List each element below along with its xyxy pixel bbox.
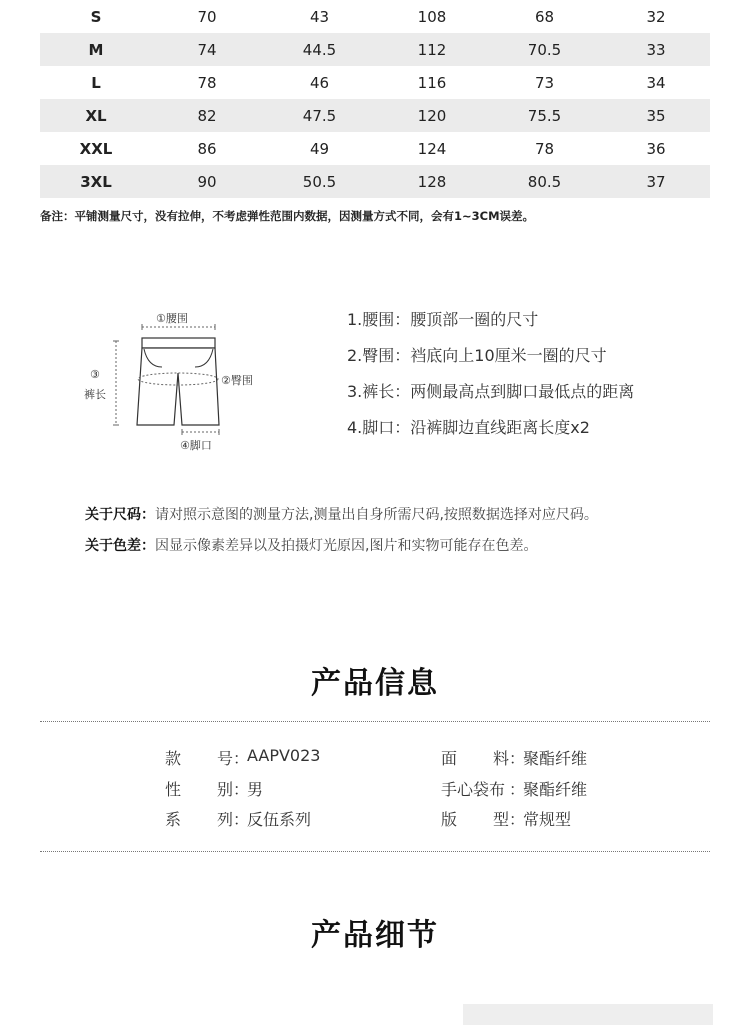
measurement-item: 2.臀围：裆底向上10厘米一圈的尺寸: [347, 346, 607, 365]
size-cell: 108: [417, 7, 447, 26]
divider: [40, 721, 710, 722]
detail-image-placeholder: [463, 1004, 713, 1025]
info-label-char: 型: [492, 810, 509, 829]
size-note-text: 请对照示意图的测量方法,测量出自身所需尺码,按照数据选择对应尺码。: [155, 507, 598, 523]
info-label-char: 别: [216, 780, 233, 799]
measurement-item: 3.裤长：两侧最高点到脚口最低点的距离: [347, 382, 635, 401]
size-cell: 44.5: [302, 40, 337, 59]
info-value: 聚酯纤维: [523, 749, 588, 768]
size-table: [40, 0, 710, 198]
size-cell: 112: [417, 40, 447, 59]
table-row: [40, 132, 710, 165]
color-note-text: 因显示像素差异以及拍摄灯光原因,图片和实物可能存在色差。: [155, 538, 538, 554]
size-cell: 73: [534, 73, 555, 92]
size-cell: M: [88, 40, 104, 59]
info-value: 男: [247, 780, 264, 799]
info-value: 反伍系列: [247, 810, 312, 829]
info-series: [165, 807, 311, 830]
shorts-measurement-diagram: [78, 305, 278, 455]
info-label: [441, 807, 509, 830]
shorts-waistband: [142, 338, 215, 348]
table-row: [40, 165, 710, 198]
size-cell: 82: [197, 106, 217, 125]
info-value: 常规型: [523, 810, 572, 829]
size-cell: 37: [646, 172, 666, 191]
size-cell: 124: [417, 139, 447, 158]
info-gender: [165, 777, 263, 800]
size-cell: 70.5: [527, 40, 562, 59]
info-value: 聚酯纤维: [523, 780, 588, 799]
size-cell: 78: [197, 73, 217, 92]
table-row: [40, 33, 710, 66]
size-cell: XXL: [79, 139, 113, 158]
size-cell: 75.5: [527, 106, 562, 125]
size-cell: L: [91, 73, 101, 92]
info-fit: [441, 807, 571, 830]
info-colon: ：: [233, 749, 250, 768]
waist-label: ①腰围: [156, 312, 188, 325]
info-label: [441, 746, 509, 769]
size-cell: 47.5: [302, 106, 337, 125]
size-note: [85, 504, 598, 524]
shorts-body: [137, 348, 219, 425]
info-label-text: 手心袋布: [441, 780, 506, 799]
info-label-char: 面: [441, 749, 458, 768]
divider: [40, 851, 710, 852]
info-label-char: 性: [165, 780, 182, 799]
measurement-list: [347, 308, 634, 452]
size-cell: 120: [417, 106, 447, 125]
measurement-remark: 备注：平铺测量尺寸，没有拉伸，不考虑弹性范围内数据，因测量方式不同，会有1~3CM误差。: [40, 209, 535, 223]
info-colon: ：: [233, 780, 250, 799]
info-label: [165, 807, 233, 830]
size-cell: S: [90, 7, 102, 26]
info-label: [165, 777, 233, 800]
size-cell: 43: [309, 7, 330, 26]
info-value: AAPV023: [247, 746, 321, 765]
size-cell: 90: [197, 172, 217, 191]
info-label-char: 列: [216, 810, 233, 829]
color-note: [85, 535, 537, 555]
size-cell: 80.5: [527, 172, 562, 191]
hem-label: ④脚口: [180, 439, 212, 452]
size-cell: 33: [646, 40, 666, 59]
info-label-char: 系: [165, 810, 182, 829]
info-label-char: 号: [216, 749, 233, 768]
size-cell: 36: [646, 139, 666, 158]
size-cell: 68: [534, 7, 555, 26]
size-cell: 49: [309, 139, 330, 158]
info-label: [165, 746, 233, 769]
size-cell: 46: [309, 73, 330, 92]
size-cell: 70: [197, 7, 217, 26]
hip-label: ②臀围: [221, 374, 253, 387]
size-cell: 34: [646, 73, 666, 92]
length-number: ③: [90, 368, 100, 381]
size-cell: 3XL: [80, 172, 112, 191]
info-pocket-lining: [441, 777, 587, 800]
size-cell: 128: [417, 172, 447, 191]
info-fabric: [441, 746, 587, 769]
size-cell: 35: [646, 106, 666, 125]
product-detail-title: 产品细节: [311, 918, 439, 953]
size-cell: 86: [197, 139, 217, 158]
size-note-key: 关于尺码：: [85, 507, 155, 523]
table-row: [40, 99, 710, 132]
info-style-number: [165, 746, 320, 769]
size-cell: 116: [417, 73, 447, 92]
info-colon: ：: [233, 810, 250, 829]
measurement-item: 1.腰围：腰顶部一圈的尺寸: [347, 310, 539, 329]
product-info-title: 产品信息: [311, 666, 439, 701]
info-colon: ：: [509, 749, 526, 768]
size-cell: 32: [646, 7, 666, 26]
info-colon: ：: [509, 810, 526, 829]
color-note-key: 关于色差：: [85, 538, 155, 554]
info-colon: ：: [509, 780, 526, 799]
size-cell: 50.5: [302, 172, 337, 191]
size-cell: XL: [85, 106, 107, 125]
size-cell: 74: [197, 40, 217, 59]
info-label-char: 款: [165, 749, 182, 768]
table-row: [40, 0, 710, 33]
length-label: 裤长: [84, 388, 106, 401]
info-label-char: 版: [441, 810, 458, 829]
size-cell: 78: [534, 139, 555, 158]
measurement-item: 4.脚口：沿裤脚边直线距离长度x2: [347, 418, 590, 437]
info-label: [441, 777, 509, 800]
info-label-char: 料: [492, 749, 509, 768]
table-row: [40, 66, 710, 99]
